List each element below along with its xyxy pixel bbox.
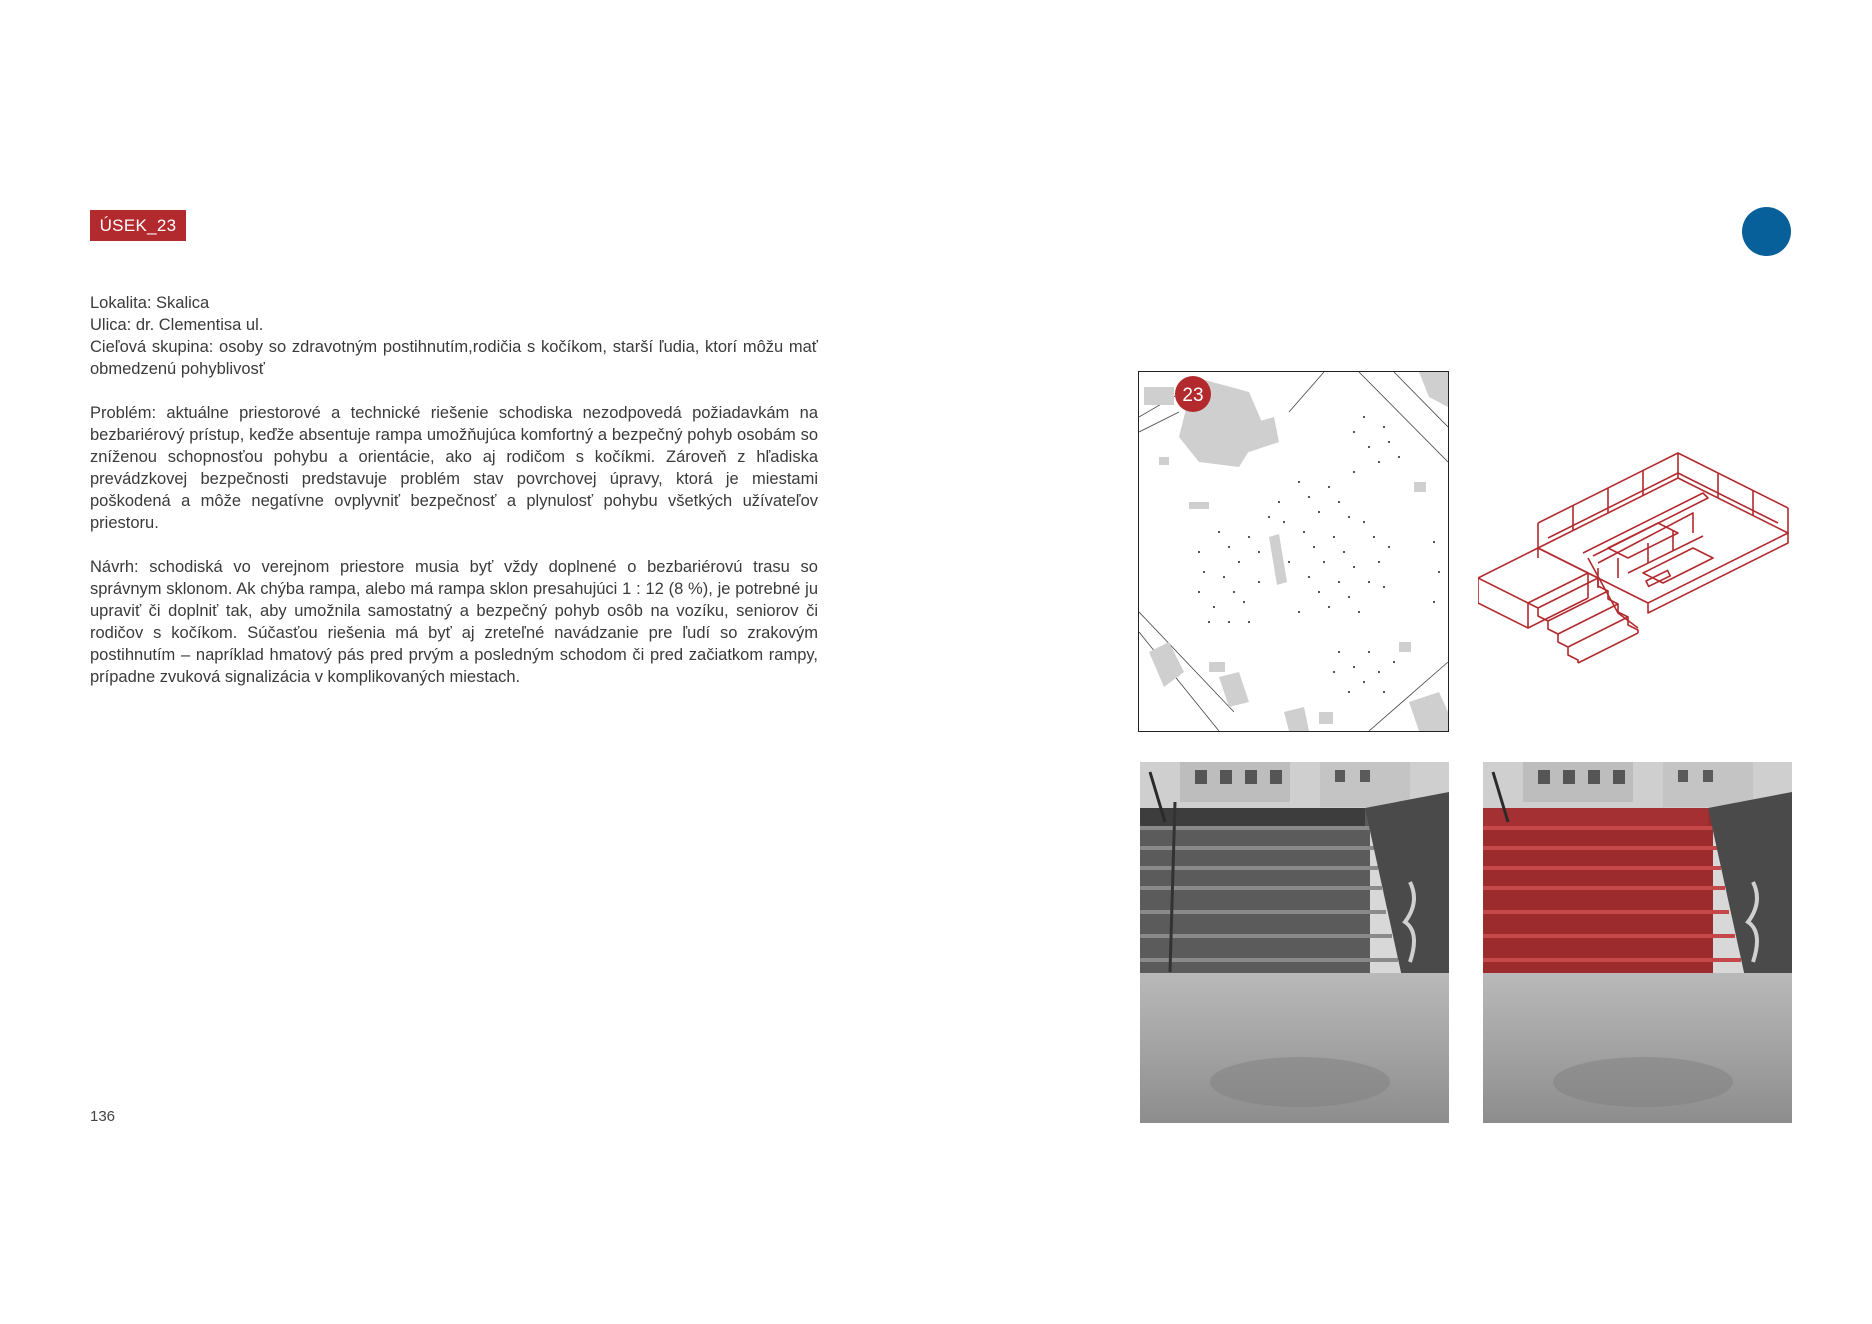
location-map: [1138, 371, 1449, 732]
axonometric-drawing-svg: [1478, 438, 1798, 678]
ulica-line: Ulica: dr. Clementisa ul.: [90, 316, 264, 334]
stairs-photo-existing-drawing: [1140, 762, 1449, 1123]
section-tag: ÚSEK_23: [90, 210, 186, 241]
problem-paragraph: Problém: aktuálne priestorové a technické riešenie schodiska nezodpovedá požiadavkám na bezbariérový prístup, keďže absentuje rampa umožňujúca komfortný a bezpečný pohyb osobám so zníženou schopnosťou pohybu a orientácie, ako aj rodičom s kočíkmi. Zároveň z hľadiska prevádzkovej bezpečnosti predstavuje problém stav povrchovej úpravy, ktorá je miestami poškodená a môže negatívne ovplyvniť bezpečnosť a plynulosť pohybu všetkých užívateľov priestoru.: [90, 404, 818, 532]
navrh-paragraph: Návrh: schodiská vo verejnom priestore musia byť vždy doplnené o bezbariérovú trasu so správnym sklonom. Ak chýba rampa, alebo má rampa sklon presahujúci 1 : 12 (8 %), je potrebné ju upraviť či doplniť tak, aby umožnila samostatný a bezpečný pohyb osôb na vozíku, seniorov či rodičov s kočíkom. Súčasťou riešenia má byť aj zreteľné navádzanie pre ľudí so zrakovým postihnutím – napríklad hmatový pás pred prvým a posledným schodom či pred začiatkom rampy, prípadne zvuková signalizácia v komplikovaných miestach.: [90, 558, 818, 686]
page-number: 136: [90, 1108, 116, 1125]
stairs-photo-existing: [1140, 762, 1449, 1123]
map-marker-label: 23: [1182, 385, 1204, 406]
stairs-photo-highlighted-drawing: [1483, 762, 1792, 1123]
blue-circle-marker: [1742, 207, 1791, 256]
lokalita-line: Lokalita: Skalica: [90, 294, 210, 312]
location-map-drawing: [1139, 372, 1448, 731]
intro-block: [90, 292, 818, 380]
stairs-photo-highlighted: [1483, 762, 1792, 1123]
body-text: [90, 292, 818, 710]
cielova-skupina-line: Cieľová skupina: osoby so zdravotným postihnutím,rodičia s kočíkom, starší ľudia, ktorí môžu mať obmedzenú pohyblivosť: [90, 338, 818, 378]
axonometric-stair-ramp-drawing: [1478, 438, 1798, 678]
